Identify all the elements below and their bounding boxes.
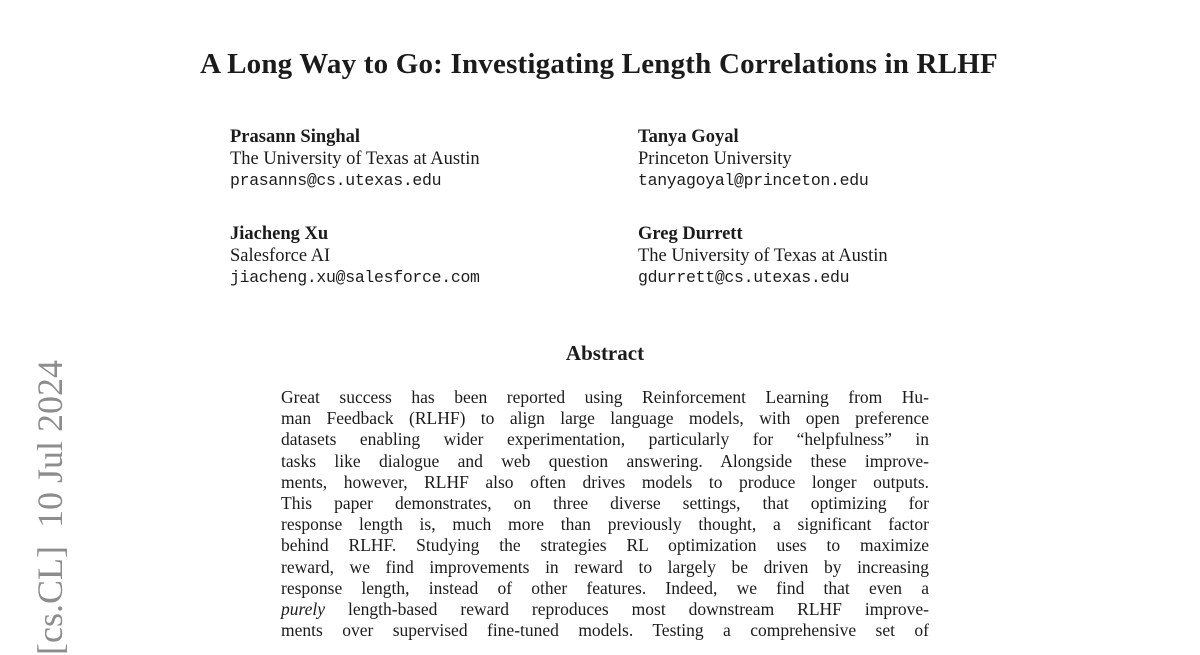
author-affiliation: The University of Texas at Austin [638, 246, 888, 266]
abstract-line: man Feedback (RLHF) to align large language models, with open preference [281, 408, 929, 429]
abstract-line: tasks like dialogue and web question answering. Alongside these improve- [281, 450, 929, 471]
author-affiliation: The University of Texas at Austin [230, 149, 480, 169]
abstract-line: response length is, much more than previously thought, a significant factor [281, 514, 929, 535]
author-email: tanyagoyal@princeton.edu [638, 171, 869, 190]
abstract-line: behind RLHF. Studying the strategies RL optimization uses to maximize [281, 535, 929, 556]
abstract-body [281, 387, 929, 641]
author-email: jiacheng.xu@salesforce.com [230, 268, 480, 287]
author-block [638, 126, 990, 192]
author-block [230, 223, 638, 289]
abstract-line: This paper demonstrates, on three diverse settings, that optimizing for [281, 492, 929, 513]
author-affiliation: Princeton University [638, 149, 792, 169]
author-email: gdurrett@cs.utexas.edu [638, 268, 850, 287]
author-name: Jiacheng Xu [230, 224, 329, 244]
author-name: Greg Durrett [638, 224, 743, 244]
author-block [230, 126, 638, 192]
paper-title: A Long Way to Go: Investigating Length Correlations in RLHF [200, 48, 998, 80]
abstract-line: datasets enabling wider experimentation, particularly for “helpfulness” in [281, 429, 929, 450]
author-block [638, 223, 990, 289]
abstract-line: response length, instead of other features. Indeed, we find that even a [281, 577, 929, 598]
author-name: Tanya Goyal [638, 127, 739, 147]
arxiv-category-stamp: [cs.CL] 10 Jul 2024 [30, 360, 70, 655]
author-email: prasanns@cs.utexas.edu [230, 171, 442, 190]
author-affiliation: Salesforce AI [230, 246, 331, 266]
abstract-line: reward, we find improvements in reward to largely be driven by increasing [281, 556, 929, 577]
abstract-line: ments, however, RLHF also often drives models to produce longer outputs. [281, 471, 929, 492]
emphasized-word: purely [281, 598, 326, 619]
abstract-line: ments over supervised fine-tuned models. Testing a comprehensive set of [281, 620, 929, 641]
abstract-line: purely length-based reward reproduces most downstream RLHF improve- [281, 598, 929, 619]
abstract-line: Great success has been reported using Reinforcement Learning from Hu- [281, 387, 929, 407]
author-name: Prasann Singhal [230, 127, 361, 147]
abstract-heading: Abstract [565, 341, 645, 365]
author-grid [230, 126, 990, 289]
